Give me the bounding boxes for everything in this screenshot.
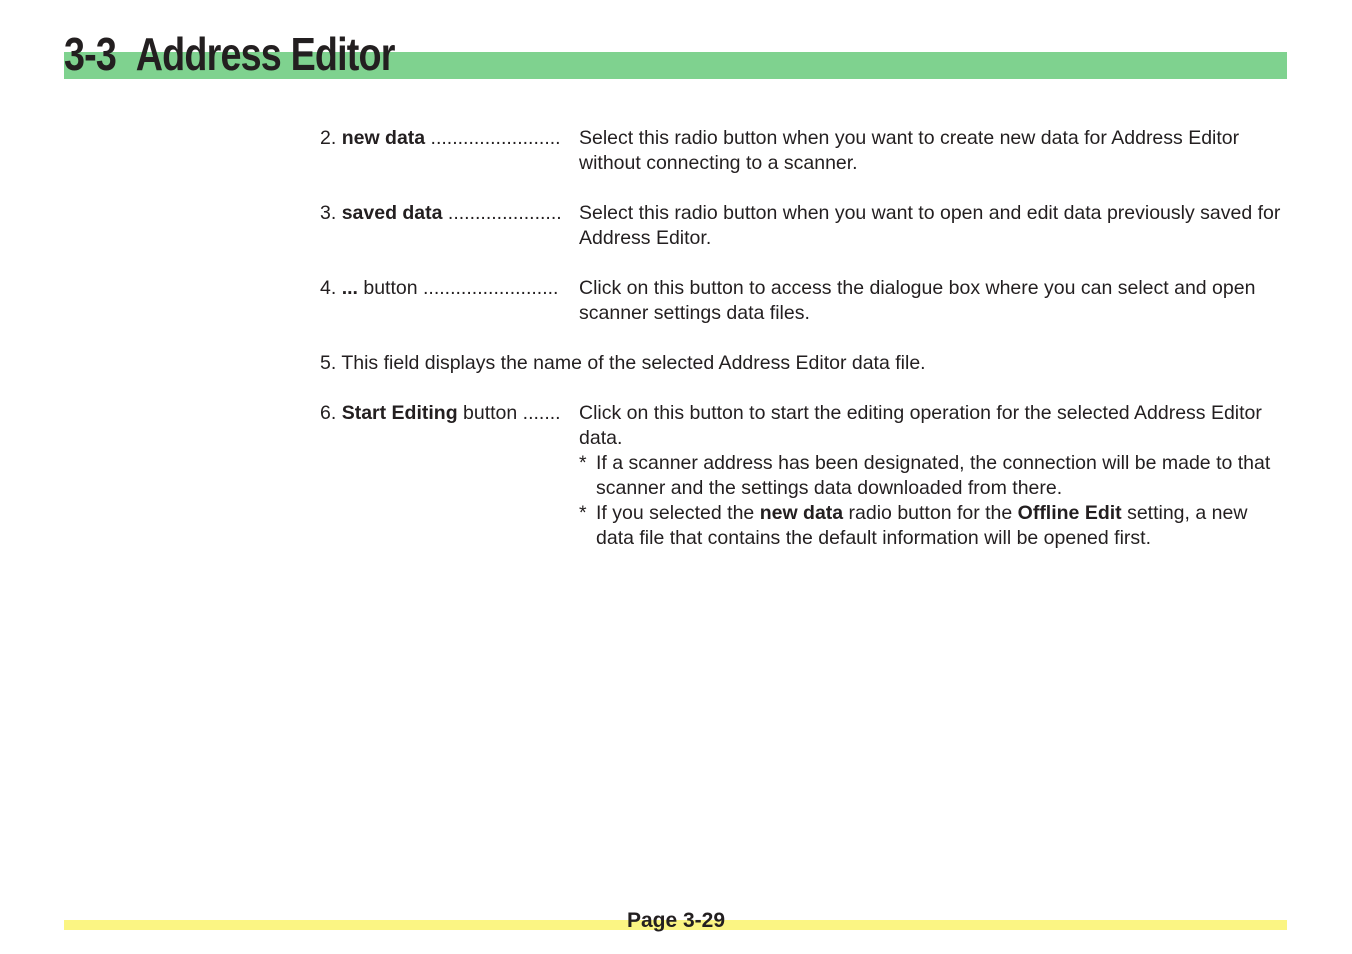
term [320, 276, 579, 326]
leader-dots: ........................ [425, 127, 561, 149]
note-text: If a scanner address has been designated, the connection will be made to that scanner and the settings data downloaded from there. [596, 452, 1271, 499]
description: Select this radio button when you want to create new data for Address Editor without connecting to a scanner. [579, 127, 1240, 174]
note-text: If you selected the new data radio button for the Offline Edit setting, a new data file that contains the default information will be opened first. [596, 502, 1248, 549]
list-item-start-editing [320, 401, 1290, 551]
term-plain: button [357, 277, 418, 299]
item-number: 4. [320, 277, 342, 299]
description: Click on this button to access the dialogue box where you can select and open scanner settings data files. [579, 277, 1256, 324]
term [320, 401, 579, 551]
page-title [64, 26, 395, 82]
term-bold: saved data [341, 202, 443, 224]
list-item-file-field [320, 351, 1290, 376]
term-bold: new data [341, 127, 426, 149]
section-number: 3-3 [64, 28, 117, 80]
note-marker: * [579, 452, 587, 474]
list-item-browse-button [320, 276, 1290, 326]
term-bold: new data [759, 502, 844, 524]
description [579, 401, 1290, 551]
item-number: 5. [320, 352, 337, 374]
term-bold: ... [341, 277, 358, 299]
content [320, 126, 1290, 576]
term [320, 201, 579, 251]
list-item-new-data [320, 126, 1290, 176]
page-number: Page 3-29 [626, 909, 726, 932]
item-number: 2. [320, 127, 337, 149]
note [579, 501, 1290, 551]
term-bold: Offline Edit [1017, 502, 1122, 524]
term-bold: Start Editing [341, 402, 458, 424]
description: Select this radio button when you want to open and edit data previously saved for Address Editor. [579, 202, 1281, 249]
list-item-saved-data [320, 201, 1290, 251]
note-marker: * [579, 502, 587, 524]
item-number: 3. [320, 202, 337, 224]
leader-dots: ......................... [417, 277, 559, 299]
note [579, 451, 1290, 501]
description-text: Click on this button to start the editing operation for the selected Address Editor data. [579, 402, 1262, 449]
description: This field displays the name of the selected Address Editor data file. [341, 352, 926, 374]
leader-dots: ..................... [442, 202, 562, 224]
section-title: Address Editor [135, 28, 395, 80]
term-plain: button [457, 402, 518, 424]
item-number: 6. [320, 402, 337, 424]
term [320, 126, 579, 176]
leader-dots: ....... [517, 402, 561, 424]
